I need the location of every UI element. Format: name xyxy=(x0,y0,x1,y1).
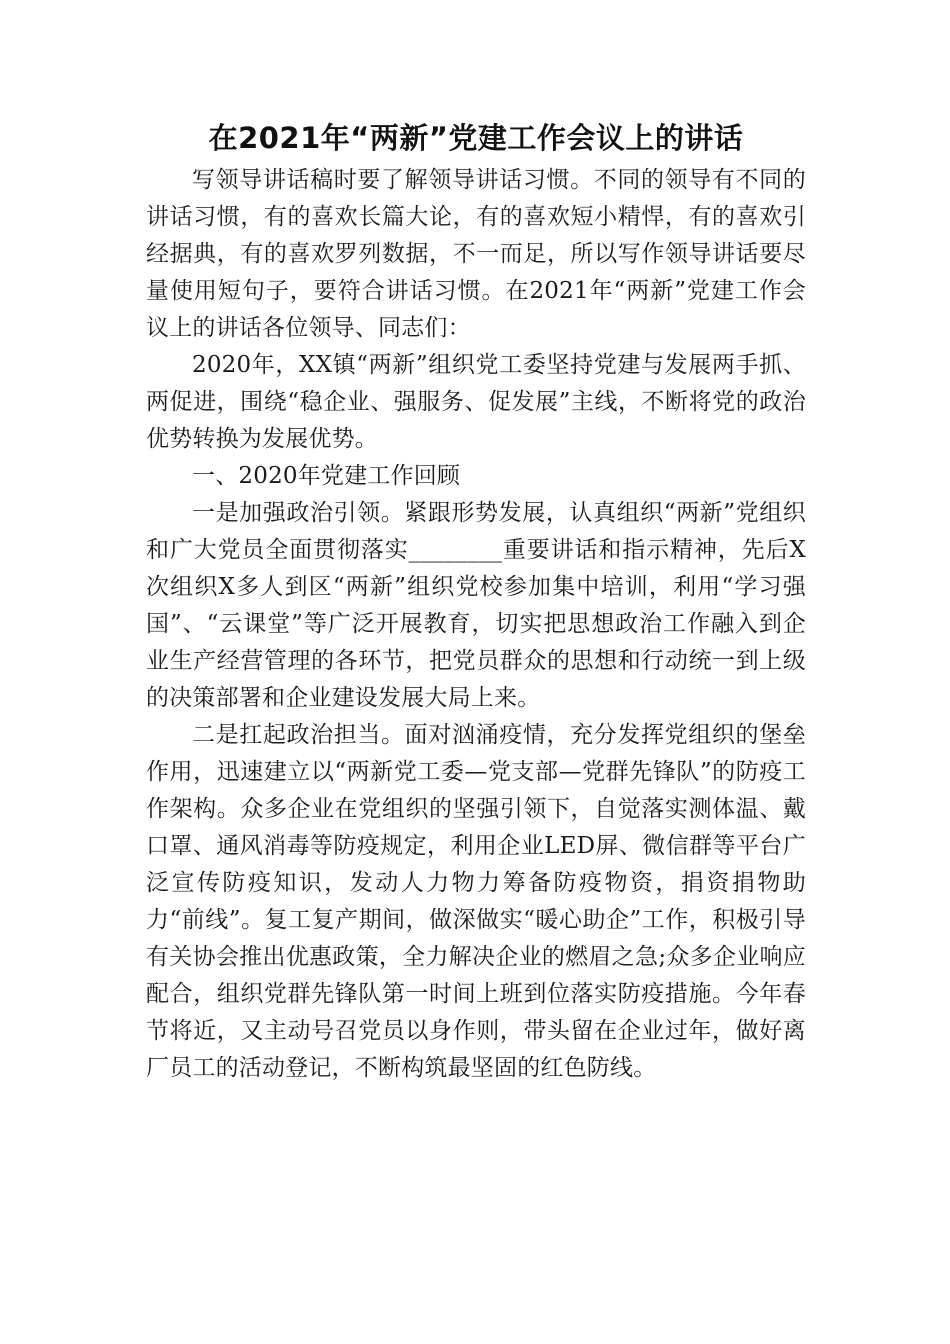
point-two-paragraph: 二是扛起政治担当。面对汹涌疫情，充分发挥党组织的堡垒作用，迅速建立以“两新党工委—党支部—党群先锋队”的防疫工作架构。众多企业在党组织的坚强引领下，自觉落实测体温、戴口罩、通风消毒等防疫规定，利用企业LED屏、微信群等平台广泛宣传防疫知识，发动人力物力筹备防疫物资，捐资捐物助力“前线”。复工复产期间，做深做实“暖心助企”工作，积极引导有关协会推出优惠政策，全力解决企业的燃眉之急;众多企业响应配合，组织党群先锋队第一时间上班到位落实防疫措施。今年春节将近，又主动号召党员以身作则，带头留在企业过年，做好离厂员工的活动登记，不断构筑最坚固的红色防线。 xyxy=(146,722,806,1081)
document-page xyxy=(146,118,806,1087)
intro-paragraph: 写领导讲话稿时要了解领导讲话习惯。不同的领导有不同的讲话习惯，有的喜欢长篇大论，有的喜欢短小精悍，有的喜欢引经据典，有的喜欢罗列数据，不一而足，所以写作领导讲话要尽量使用短句子，要符合讲话习惯。在2021年“两新”党建工作会议上的讲话各位领导、同志们： xyxy=(146,167,806,341)
section-heading: 一、2020年党建工作回顾 xyxy=(192,463,461,489)
point-one-paragraph: 一是加强政治引领。紧跟形势发展，认真组织“两新”党组织和广大党员全面贯彻落实________重要讲话和指示精神，先后X次组织X多人到区“两新”组织党校参加集中培训，利用“学习强国”、“云课堂”等广泛开展教育，切实把思想政治工作融入到企业生产经营管理的各环节，把党员群众的思想和行动统一到上级的决策部署和企业建设发展大局上来。 xyxy=(146,500,806,711)
summary-paragraph: 2020年，XX镇“两新”组织党工委坚持党建与发展两手抓、两促进，围绕“稳企业、强服务、促发展”主线，不断将党的政治优势转换为发展优势。 xyxy=(146,352,806,452)
document-body xyxy=(146,162,806,1087)
document-title: 在2021年“两新”党建工作会议上的讲话 xyxy=(208,121,744,155)
